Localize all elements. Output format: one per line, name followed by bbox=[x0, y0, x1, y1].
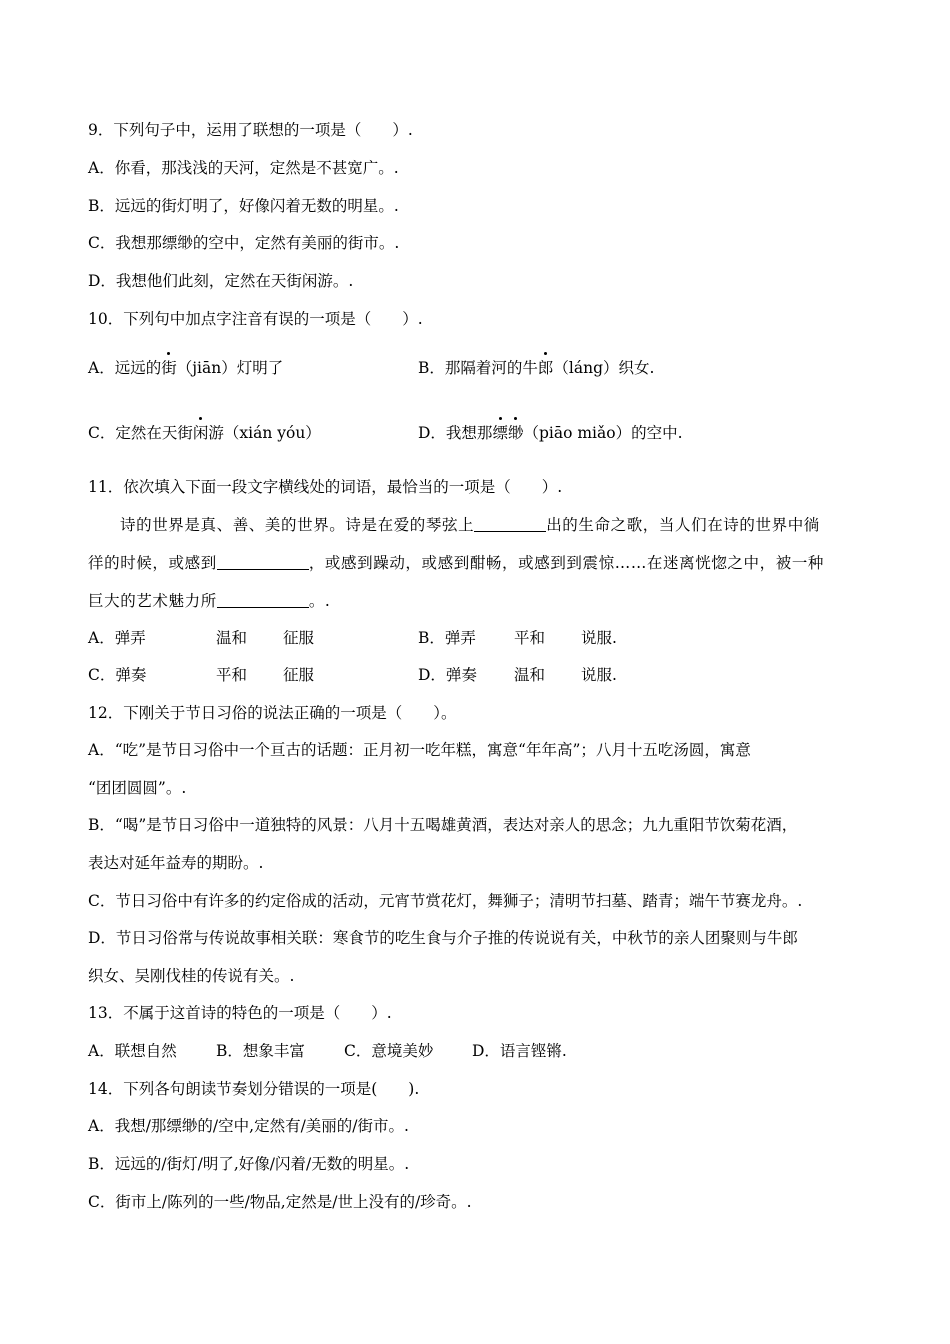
q10-a-dotted-char: 街 bbox=[161, 359, 177, 377]
q11-option-b-label: B．弹弄 bbox=[418, 629, 476, 647]
q11-blank-3 bbox=[217, 591, 309, 608]
q11-passage-line-3 bbox=[88, 591, 330, 611]
q11-blank-1 bbox=[474, 515, 546, 532]
q10-c-dotted-char: 闲 bbox=[192, 424, 209, 442]
q13-stem: 13．不属于这首诗的特色的一项是（ ）. bbox=[88, 1004, 392, 1022]
q9-option-b: B．远远的街灯明了，好像闪着无数的明星。. bbox=[88, 197, 399, 215]
q11-option-c-word-2: 平和 bbox=[216, 666, 248, 684]
q11-option-c-word-3: 征服 bbox=[283, 666, 315, 684]
q11-blank-2 bbox=[217, 553, 309, 570]
q11-option-d-label: D．弹奏 bbox=[418, 666, 477, 684]
q11-option-d-word-3: 说服. bbox=[581, 666, 617, 684]
q10-d-post: （piāo miǎo）的空中. bbox=[523, 424, 683, 442]
q10-d-pre: D．我想那 bbox=[418, 424, 493, 442]
q12-option-b-line-1: B．“喝”是节日习俗中一道独特的风景：八月十五喝雄黄酒，表达对亲人的思念；九九重阳节饮菊花酒， bbox=[88, 816, 798, 834]
q11-passage-line-1 bbox=[120, 515, 820, 535]
q12-option-d-line-2: 织女、吴刚伐桂的传说有关。. bbox=[88, 967, 295, 985]
q12-option-c: C．节日习俗中有许多的约定俗成的活动，元宵节赏花灯，舞狮子；清明节扫墓、踏青；端午节赛龙舟。. bbox=[88, 892, 803, 910]
q10-a-pre: A．远远的 bbox=[88, 359, 162, 377]
q11-passage-text: 出的生命之歌，当人们在诗的世界中徜 bbox=[546, 516, 820, 534]
q10-d-dotted-char-1: 缥 bbox=[492, 424, 508, 442]
q11-option-a-label: A．弹弄 bbox=[88, 629, 146, 647]
q12-option-b-line-2: 表达对延年益寿的期盼。. bbox=[88, 854, 264, 872]
q13-option-d: D．语言铿锵. bbox=[472, 1042, 567, 1060]
q14-option-c: C．街市上/陈列的一些/物品,定然是/世上没有的/珍奇。. bbox=[88, 1193, 472, 1211]
q11-passage-line-2 bbox=[88, 553, 824, 573]
q14-stem: 14．下列各句朗读节奏划分错误的一项是( ). bbox=[88, 1080, 420, 1098]
q11-passage-text: ，或感到躁动，或感到酣畅，或感到到震惊……在迷离恍惚之中，被一种 bbox=[308, 554, 825, 572]
q10-a-post: （jiān）灯明了 bbox=[176, 359, 284, 377]
q11-option-b-word-2: 平和 bbox=[514, 629, 546, 647]
q9-option-c: C．我想那缥缈的空中，定然有美丽的街市。. bbox=[88, 234, 400, 252]
q9-stem: 9．下列句子中，运用了联想的一项是（ ）. bbox=[88, 121, 413, 139]
q10-stem: 10．下列句中加点字注音有误的一项是（ ）. bbox=[88, 310, 423, 328]
q11-option-a-word-3: 征服 bbox=[283, 629, 315, 647]
q12-option-a-line-1: A．“吃”是节日习俗中一个亘古的话题：正月初一吃年糕，寓意“年年高”；八月十五吃汤圆，寓意 bbox=[88, 741, 751, 759]
q10-c-post: 游（xián yóu） bbox=[208, 424, 321, 442]
q10-b-dotted-char: 郎 bbox=[537, 359, 554, 377]
q12-option-d-line-1: D．节日习俗常与传说故事相关联：寒食节的吃生食与介子推的传说说有关，中秋节的亲人团聚则与牛郎 bbox=[88, 929, 798, 947]
q14-option-a: A．我想/那缥缈的/空中,定然有/美丽的/街市。. bbox=[88, 1117, 409, 1135]
q11-passage-text: 诗的世界是真、善、美的世界。诗是在爱的琴弦上 bbox=[120, 516, 475, 534]
q11-option-d-word-2: 温和 bbox=[514, 666, 546, 684]
q10-b-post: （láng）织女. bbox=[553, 359, 655, 377]
q13-option-a: A．联想自然 bbox=[88, 1042, 177, 1060]
q10-option-b bbox=[418, 358, 654, 378]
q10-option-c bbox=[88, 423, 321, 443]
q11-passage-text: 。. bbox=[308, 592, 331, 610]
q10-b-pre: B．那隔着河的牛 bbox=[418, 359, 538, 377]
q9-option-d: D．我想他们此刻，定然在天街闲游。. bbox=[88, 272, 354, 290]
q12-option-a-line-2: “团团圆圆”。. bbox=[88, 779, 187, 797]
q10-d-dotted-char-2: 缈 bbox=[507, 424, 524, 442]
q12-stem: 12．下刚关于节日习俗的说法正确的一项是（ ）。 bbox=[88, 704, 457, 722]
q10-option-d bbox=[418, 423, 683, 443]
q11-option-b-word-3: 说服. bbox=[581, 629, 617, 647]
q10-c-pre: C．定然在天街 bbox=[88, 424, 193, 442]
q11-option-a-word-2: 温和 bbox=[216, 629, 248, 647]
q9-option-a: A．你看，那浅浅的天河，定然是不甚宽广。. bbox=[88, 159, 399, 177]
q13-option-c: C．意境美妙 bbox=[344, 1042, 434, 1060]
q13-option-b: B．想象丰富 bbox=[216, 1042, 305, 1060]
q11-passage-text: 徉的时候，或感到 bbox=[88, 554, 217, 572]
q10-option-a bbox=[88, 358, 283, 378]
q11-stem: 11．依次填入下面一段文字横线处的词语，最恰当的一项是（ ）. bbox=[88, 478, 563, 496]
q11-option-c-label: C．弹奏 bbox=[88, 666, 147, 684]
q11-passage-text: 巨大的艺术魅力所 bbox=[88, 592, 217, 610]
q14-option-b: B．远远的/街灯/明了,好像/闪着/无数的明星。. bbox=[88, 1155, 410, 1173]
